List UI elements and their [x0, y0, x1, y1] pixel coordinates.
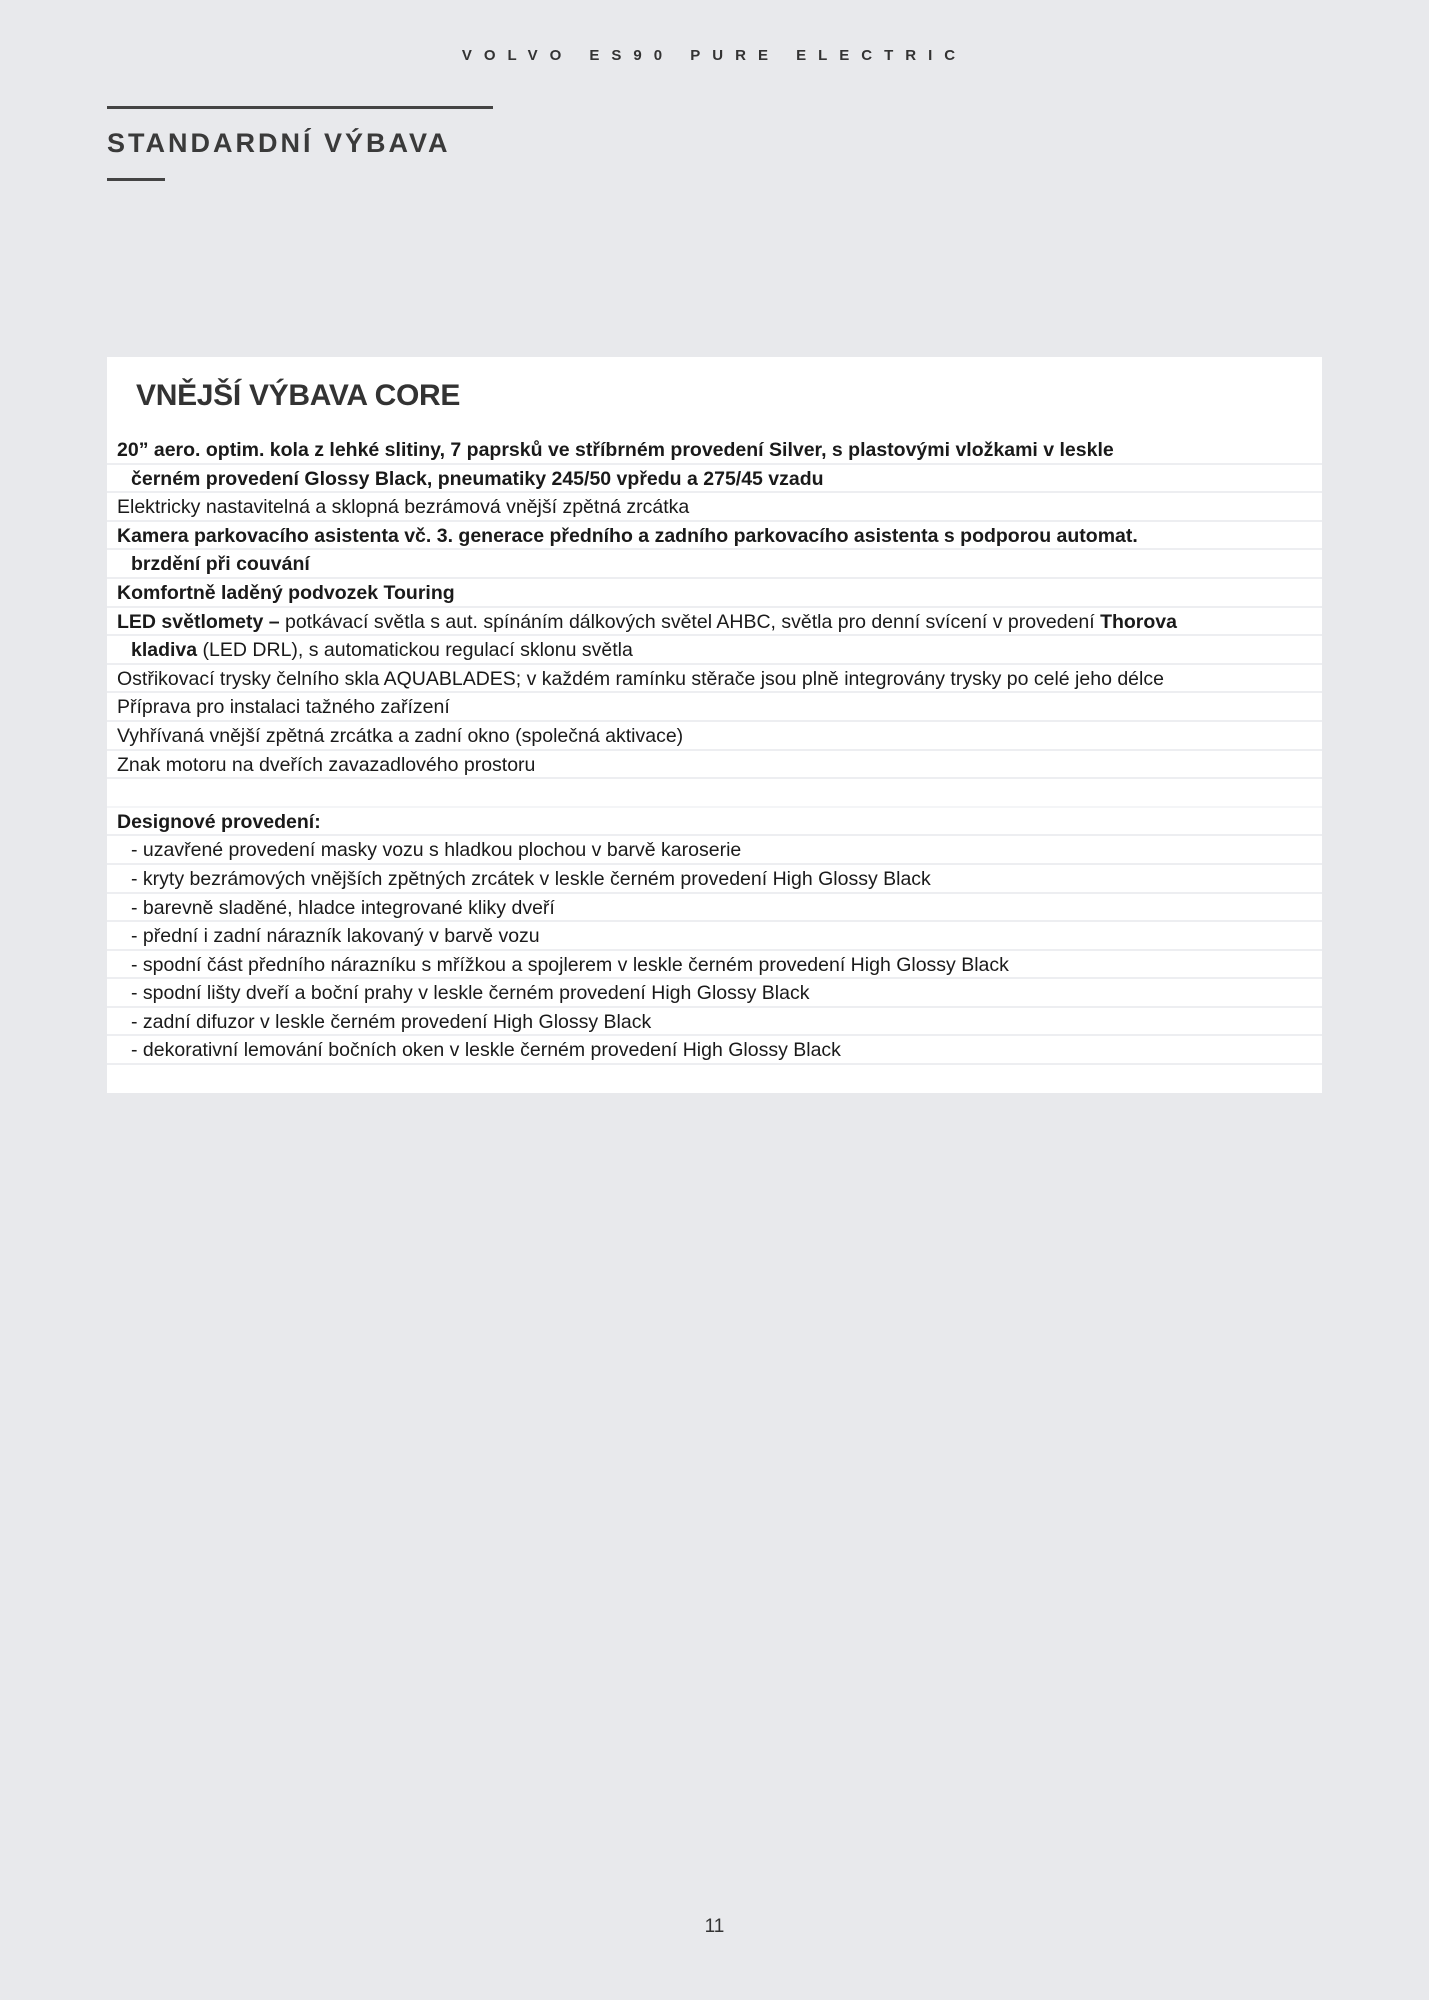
list-item: Příprava pro instalaci tažného zařízení — [107, 693, 1322, 722]
list-item: Ostřikovací trysky čelního skla AQUABLADES; v každém ramínku stěrače jsou plně integrovány trysky po celé jeho délce — [107, 665, 1322, 694]
brand-header: VOLVO ES90 PURE ELECTRIC — [461, 47, 968, 64]
list-item: - kryty bezrámových vnějších zpětných zrcátek v leskle černém provedení High Glossy Black — [107, 865, 1322, 894]
list-item — [107, 636, 1322, 665]
equipment-panel — [107, 357, 1322, 1093]
list-item: - barevně sladěné, hladce integrované kliky dveří — [107, 894, 1322, 923]
item-bold-tail: Thorova — [1100, 610, 1178, 633]
list-item: Kamera parkovacího asistenta vč. 3. generace předního a zadního parkovacího asistenta s podporou automat. — [107, 522, 1322, 551]
list-item: brzdění při couvání — [107, 550, 1322, 579]
top-divider — [107, 106, 493, 109]
title-underline — [107, 178, 165, 181]
page-number: 11 — [704, 1916, 725, 1937]
list-item: - přední i zadní nárazník lakovaný v barvě vozu — [107, 922, 1322, 951]
list-item: Znak motoru na dveřích zavazadlového prostoru — [107, 751, 1322, 780]
item-bold-lead: LED světlomety – — [117, 610, 280, 633]
equipment-list — [107, 436, 1322, 1065]
list-item: - uzavřené provedení masky vozu s hladkou plochou v barvě karoserie — [107, 836, 1322, 865]
spacer-row — [107, 779, 1322, 808]
page-title: STANDARDNÍ VÝBAVA — [107, 128, 451, 158]
list-item: - spodní část předního nárazníku s mřížkou a spojlerem v leskle černém provedení High Glossy Black — [107, 951, 1322, 980]
list-item — [107, 608, 1322, 637]
item-bold-lead: kladiva — [131, 639, 198, 662]
panel-title: VNĚJŠÍ VÝBAVA CORE — [136, 379, 461, 412]
list-item: Vyhřívaná vnější zpětná zrcátka a zadní okno (společná aktivace) — [107, 722, 1322, 751]
list-item: černém provedení Glossy Black, pneumatiky 245/50 vpředu a 275/45 vzadu — [107, 465, 1322, 494]
design-subheading: Designové provedení: — [107, 808, 1322, 837]
list-item: Komfortně laděný podvozek Touring — [107, 579, 1322, 608]
list-item: - zadní difuzor v leskle černém provedení High Glossy Black — [107, 1008, 1322, 1037]
list-item: 20” aero. optim. kola z lehké slitiny, 7 paprsků ve stříbrném provedení Silver, s plastovými vložkami v leskle — [107, 436, 1322, 465]
list-item: Elektricky nastavitelná a sklopná bezrámová vnější zpětná zrcátka — [107, 493, 1322, 522]
item-text: (LED DRL), s automatickou regulací sklonu světla — [197, 639, 633, 662]
list-item: - spodní lišty dveří a boční prahy v leskle černém provedení High Glossy Black — [107, 979, 1322, 1008]
list-item: - dekorativní lemování bočních oken v leskle černém provedení High Glossy Black — [107, 1036, 1322, 1065]
item-text: potkávací světla s aut. spínáním dálkových světel AHBC, světla pro denní svícení v provedení — [279, 610, 1101, 633]
